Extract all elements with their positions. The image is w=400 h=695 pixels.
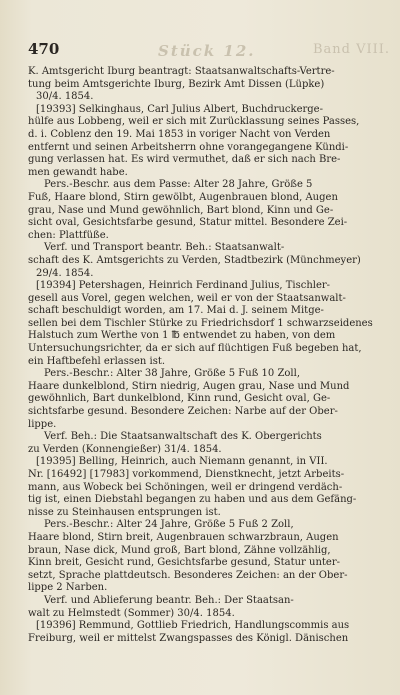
text-line: mann, aus Wobeck bei Schöningen, weil er dringend verdäch-: [28, 481, 343, 493]
text-line: 30/4. 1854.: [36, 91, 94, 103]
text-line: gesell aus Vorel, gegen welchen, weil er von der Staatsanwalt-: [28, 292, 346, 304]
text-line: Freiburg, weil er mittelst Zwangspasses des Königl. Dänischen: [28, 632, 349, 644]
text-line: d. i. Coblenz den 19. Mai 1853 in voriger Nacht von Verden: [28, 128, 331, 140]
text-line: sellen bei dem Tischler Stürke zu Friedrichsdorf 1 schwarzseidenes: [28, 317, 373, 329]
text-line: hülfe aus Lobbeng, weil er sich mit Zurücklassung seines Passes,: [28, 116, 360, 128]
text-line: Fuß, Haare blond, Stirn gewölbt, Augenbrauen blond, Augen: [28, 191, 338, 203]
text-line: schaft beschuldigt worden, am 17. Mai d. J. seinem Mitge-: [28, 305, 324, 317]
text-line: [19394] Petershagen, Heinrich Ferdinand Julius, Tischler-: [36, 280, 331, 292]
text-line: Haare dunkelblond, Stirn niedrig, Augen grau, Nase und Mund: [28, 380, 350, 392]
text-line: Pers.-Beschr.: Alter 24 Jahre, Größe 5 Fuß 2 Zoll,: [44, 519, 294, 531]
text-line: gewöhnlich, Bart dunkelblond, Kinn rund, Gesicht oval, Ge-: [28, 393, 331, 405]
text-line: walt zu Helmstedt (Sommer) 30/4. 1854.: [28, 607, 235, 619]
page-number: 470: [28, 40, 60, 58]
text-line: ein Haftbefehl erlassen ist.: [28, 355, 166, 367]
text-line: 29/4. 1854.: [36, 267, 94, 279]
text-line: sicht oval, Gesichtsfarbe gesund, Statur mittel. Besondere Zei-: [28, 217, 348, 229]
text-line: Verf. und Transport beantr. Beh.: Staatsanwalt-: [44, 242, 285, 254]
text-line: schaft des K. Amtsgerichts zu Verden, Stadtbezirk (Münchmeyer): [28, 254, 361, 266]
text-line: Pers.-Beschr.: Alter 38 Jahre, Größe 5 Fuß 10 Zoll,: [44, 368, 300, 380]
text-line: entfernt und seinen Arbeitsherrn ohne vorangegangene Kündi-: [28, 141, 349, 153]
text-line: tung beim Amtsgerichte Iburg, Bezirk Amt Dissen (Lüpke): [28, 78, 325, 90]
text-line: tig ist, einen Diebstahl begangen zu haben und aus dem Gefäng-: [28, 494, 357, 506]
text-line: K. Amtsgericht Iburg beantragt: Staatsanwaltschafts-Vertre-: [28, 66, 335, 77]
text-line: sichtsfarbe gesund. Besondere Zeichen: Narbe auf der Ober-: [28, 406, 338, 418]
text-line: zu Verden (Konnengießer) 31/4. 1854.: [28, 443, 222, 455]
text-line: setzt, Sprache plattdeutsch. Besonderes Zeichen: an der Ober-: [28, 569, 348, 581]
text-line: Nr. [16492] [17983] vorkommend, Dienstknecht, jetzt Arbeits-: [28, 469, 345, 480]
text-line: braun, Nase dick, Mund groß, Bart blond, Zähne vollzählig,: [28, 544, 331, 556]
text-line: chen: Plattfüße.: [28, 229, 109, 241]
text-line: [19395] Belling, Heinrich, auch Niemann genannt, in VII.: [36, 456, 328, 468]
text-line: lippe.: [28, 418, 57, 430]
text-line: gung verlassen hat. Es wird vermuthet, daß er sich nach Bre-: [28, 154, 341, 166]
text-line: Pers.-Beschr. aus dem Passe: Alter 28 Jahre, Größe 5: [44, 179, 313, 191]
text-line: Kinn breit, Gesicht rund, Gesichtsfarbe gesund, Statur unter-: [28, 557, 340, 569]
bleed-through-title: Stück 12.: [158, 42, 256, 60]
text-line: men gewandt habe.: [28, 166, 128, 178]
text-line: Halstuch zum Werthe von 1 ℔ entwendet zu haben, von dem: [28, 330, 336, 342]
text-line: Verf. und Ablieferung beantr. Beh.: Der Staatsan-: [44, 594, 294, 606]
document-body: [28, 66, 384, 645]
page-header: [28, 40, 390, 60]
text-line: nisse zu Steinhausen entsprungen ist.: [28, 506, 221, 518]
bleed-through-volume: Band VIII.: [312, 42, 390, 57]
text-line: Verf. Beh.: Die Staatsanwaltschaft des K. Obergerichts: [44, 431, 322, 443]
text-line: [19393] Selkinghaus, Carl Julius Albert, Buchdruckerge-: [36, 103, 323, 115]
text-line: lippe 2 Narben.: [28, 582, 108, 594]
text-line: Untersuchungsrichter, da er sich auf flüchtigen Fuß begeben hat,: [28, 343, 362, 355]
text-line: grau, Nase und Mund gewöhnlich, Bart blond, Kinn und Ge-: [28, 204, 334, 216]
text-line: Haare blond, Stirn breit, Augenbrauen schwarzbraun, Augen: [28, 531, 339, 543]
text-line: [19396] Remmund, Gottlieb Friedrich, Handlungscommis aus: [36, 620, 350, 632]
